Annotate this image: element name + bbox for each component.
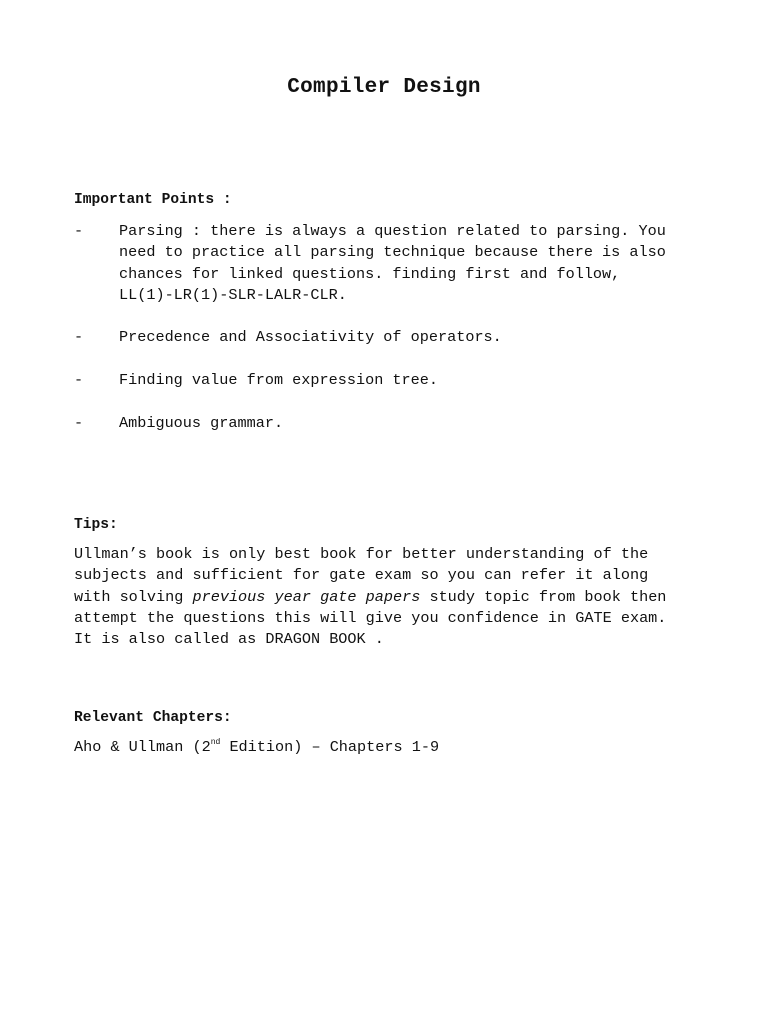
page-title: Compiler Design [287, 76, 481, 99]
relevant-chapters-text [74, 737, 694, 758]
tips-heading: Tips: [74, 517, 118, 533]
tips-emphasis: previous year gate papers [192, 587, 421, 606]
tips-text: study topic from book then [420, 587, 667, 606]
list-item-text: Finding value from expression tree. [119, 371, 438, 389]
important-points-heading: Important Points : [74, 192, 232, 208]
bullet-dash: - [74, 414, 84, 432]
chapters-text: Edition) – Chapters 1-9 [220, 738, 440, 756]
chapters-line [74, 737, 694, 758]
tips-line: attempt the questions this will give you confidence in GATE exam. [74, 608, 667, 627]
bullet-dash: - [74, 222, 84, 240]
tips-line: Ullman’s book is only best book for better understanding of the [74, 545, 649, 563]
tips-paragraph [74, 544, 694, 650]
list-item-text: Precedence and Associativity of operators. [119, 328, 502, 346]
relevant-chapters-heading: Relevant Chapters: [74, 710, 232, 726]
edition-superscript: nd [210, 738, 221, 747]
chapters-text: Aho & Ullman (2 [74, 738, 211, 756]
tips-line [74, 587, 694, 608]
list-item-text: Parsing : there is always a question related to parsing. You need to practice all parsing technique because there is also chances for linked questions. finding first and follow, LL(1)-LR(1)-SLR-LALR-CLR. [119, 222, 666, 304]
bullet-dash: - [74, 328, 84, 346]
tips-text: with solving [74, 587, 193, 606]
bullet-dash: - [74, 371, 84, 389]
list-item-text: Ambiguous grammar. [119, 414, 284, 432]
tips-line: It is also called as DRAGON BOOK . [74, 630, 384, 649]
tips-line: subjects and sufficient for gate exam so you can refer it along [74, 566, 649, 585]
